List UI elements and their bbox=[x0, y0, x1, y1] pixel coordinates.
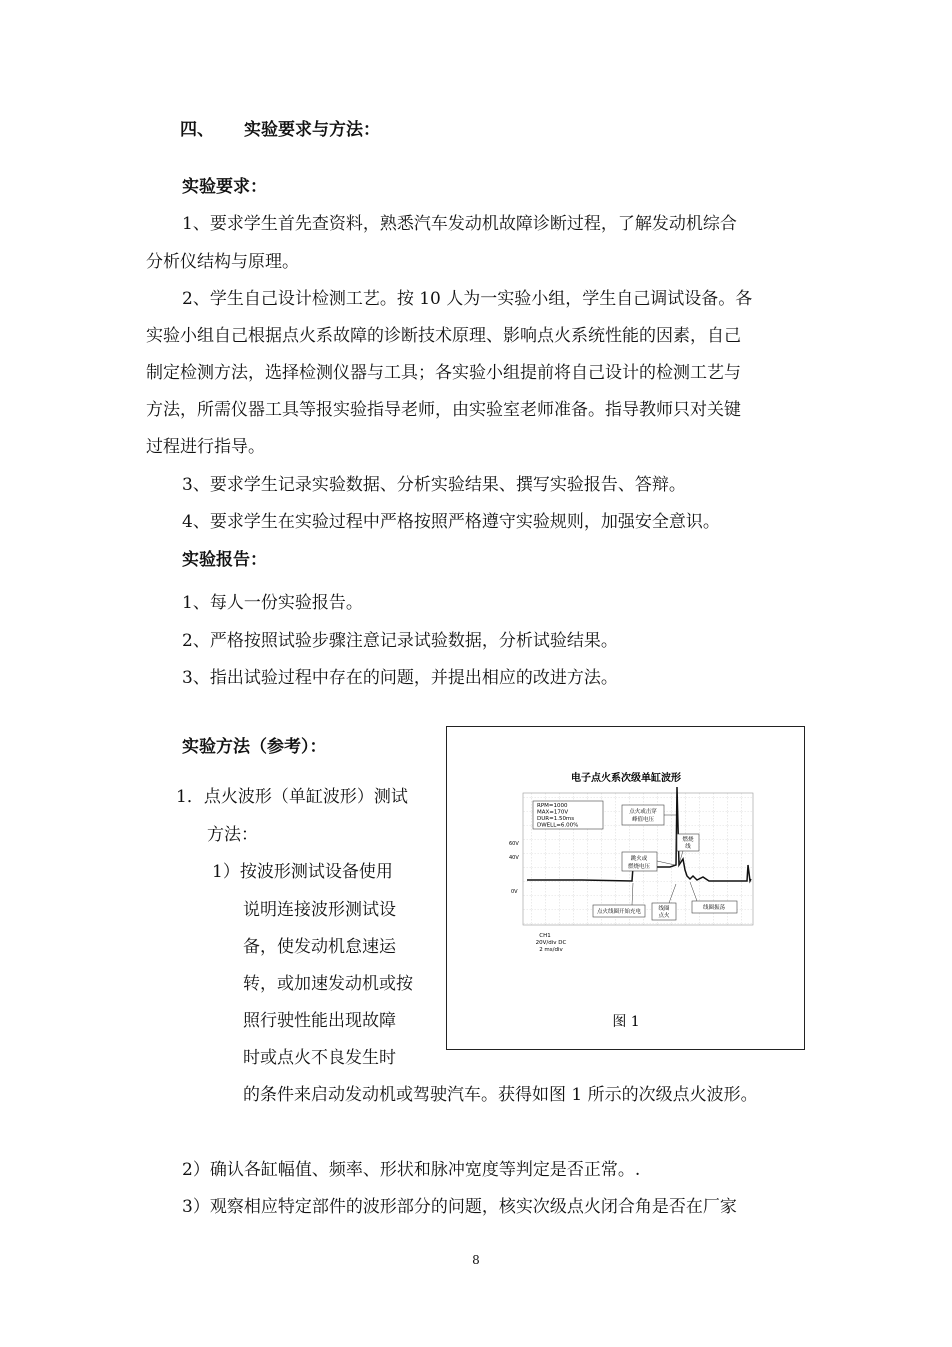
method-item: 方法： bbox=[207, 825, 258, 845]
paragraph-line: 过程进行指导。 bbox=[146, 437, 265, 457]
method-item: 1．点火波形（单缸波形）测试 bbox=[176, 787, 408, 807]
channel-label: CH1 bbox=[539, 933, 551, 939]
report-line: 1、每人一份实验报告。 bbox=[182, 593, 363, 613]
paragraph-line: 方法，所需仪器工具等报实验指导老师，由实验室老师准备。指导教师只对关键 bbox=[146, 400, 741, 420]
paragraph-line: 4、要求学生在实验过程中严格按照严格遵守实验规则，加强安全意识。 bbox=[182, 512, 720, 532]
method-step: 3）观察相应特定部件的波形部分的问题，核实次级点火闭合角是否在厂家 bbox=[182, 1197, 737, 1217]
readout-line: DWELL=6.00% bbox=[537, 822, 579, 829]
method-step: 时或点火不良发生时 bbox=[243, 1048, 396, 1068]
callout-text: 点火线圈开始充电 bbox=[596, 909, 642, 915]
y-label: 40V bbox=[509, 855, 519, 861]
requirements-heading: 实验要求： bbox=[182, 177, 267, 197]
callout-text: 点火 bbox=[658, 913, 670, 919]
y-label: 0V bbox=[511, 889, 518, 895]
paragraph-line: 1、要求学生首先查资料，熟悉汽车发动机故障诊断过程，了解发动机综合 bbox=[182, 214, 737, 234]
method-heading: 实验方法（参考）： bbox=[182, 737, 327, 757]
section-number: 四、 bbox=[180, 120, 214, 140]
readout-line: DUR=1.50ms bbox=[537, 816, 575, 822]
report-line: 2、严格按照试验步骤注意记录试验数据，分析试验结果。 bbox=[182, 631, 618, 651]
report-heading: 实验报告： bbox=[182, 550, 267, 570]
method-step: 1）按波形测试设备使用 bbox=[212, 862, 393, 882]
callout-text: 点火或击穿 bbox=[629, 809, 657, 815]
callout-text: 燃烧电压 bbox=[627, 864, 651, 870]
section-title: 实验要求与方法： bbox=[244, 120, 380, 140]
paragraph-line: 3、要求学生记录实验数据、分析实验结果、撰写实验报告、答辩。 bbox=[182, 475, 686, 495]
waveform-diagram bbox=[447, 727, 806, 1051]
paragraph-line: 2、学生自己设计检测工艺。按 10 人为一实验小组，学生自己调试设备。各 bbox=[182, 289, 753, 309]
y-label: 60V bbox=[509, 841, 519, 847]
channel-label: 20V/div DC bbox=[535, 940, 567, 946]
method-step: 转，或加速发动机或按 bbox=[243, 974, 413, 994]
paragraph-line: 实验小组自己根据点火系故障的诊断技术原理、影响点火系统性能的因素，自己 bbox=[146, 326, 741, 346]
figure-1 bbox=[446, 726, 805, 1050]
figure-title: 电子点火系次级单缸波形 bbox=[571, 773, 681, 784]
callout-text: 线 bbox=[685, 844, 691, 850]
figure-caption: 图 1 bbox=[612, 1014, 640, 1030]
channel-label: 2 ms/div bbox=[539, 947, 563, 953]
method-step: 2）确认各缸幅值、频率、形状和脉冲宽度等判定是否正常。. bbox=[182, 1160, 641, 1180]
method-step: 照行驶性能出现故障 bbox=[243, 1011, 396, 1031]
paragraph-line: 制定检测方法，选择检测仪器与工具；各实验小组提前将自己设计的检测工艺与 bbox=[146, 363, 741, 383]
callout-text: 燃烧 bbox=[682, 837, 694, 843]
report-line: 3、指出试验过程中存在的问题，并提出相应的改进方法。 bbox=[182, 668, 618, 688]
paragraph-line: 分析仪结构与原理。 bbox=[146, 252, 299, 272]
method-step: 说明连接波形测试设 bbox=[243, 900, 396, 920]
callout-text: 线圈 bbox=[658, 906, 670, 912]
callout-text: 跳火或 bbox=[630, 856, 648, 862]
callout-text: 线圈振荡 bbox=[702, 905, 726, 911]
callout-text: 峰值电压 bbox=[631, 817, 655, 823]
readout-line: RPM=1000 bbox=[537, 803, 568, 809]
readout-line: MAX=170V bbox=[537, 809, 569, 816]
page-number: 8 bbox=[472, 1253, 480, 1267]
method-step: 备，使发动机怠速运 bbox=[243, 937, 396, 957]
method-step: 的条件来启动发动机或驾驶汽车。获得如图 1 所示的次级点火波形。 bbox=[243, 1085, 758, 1105]
